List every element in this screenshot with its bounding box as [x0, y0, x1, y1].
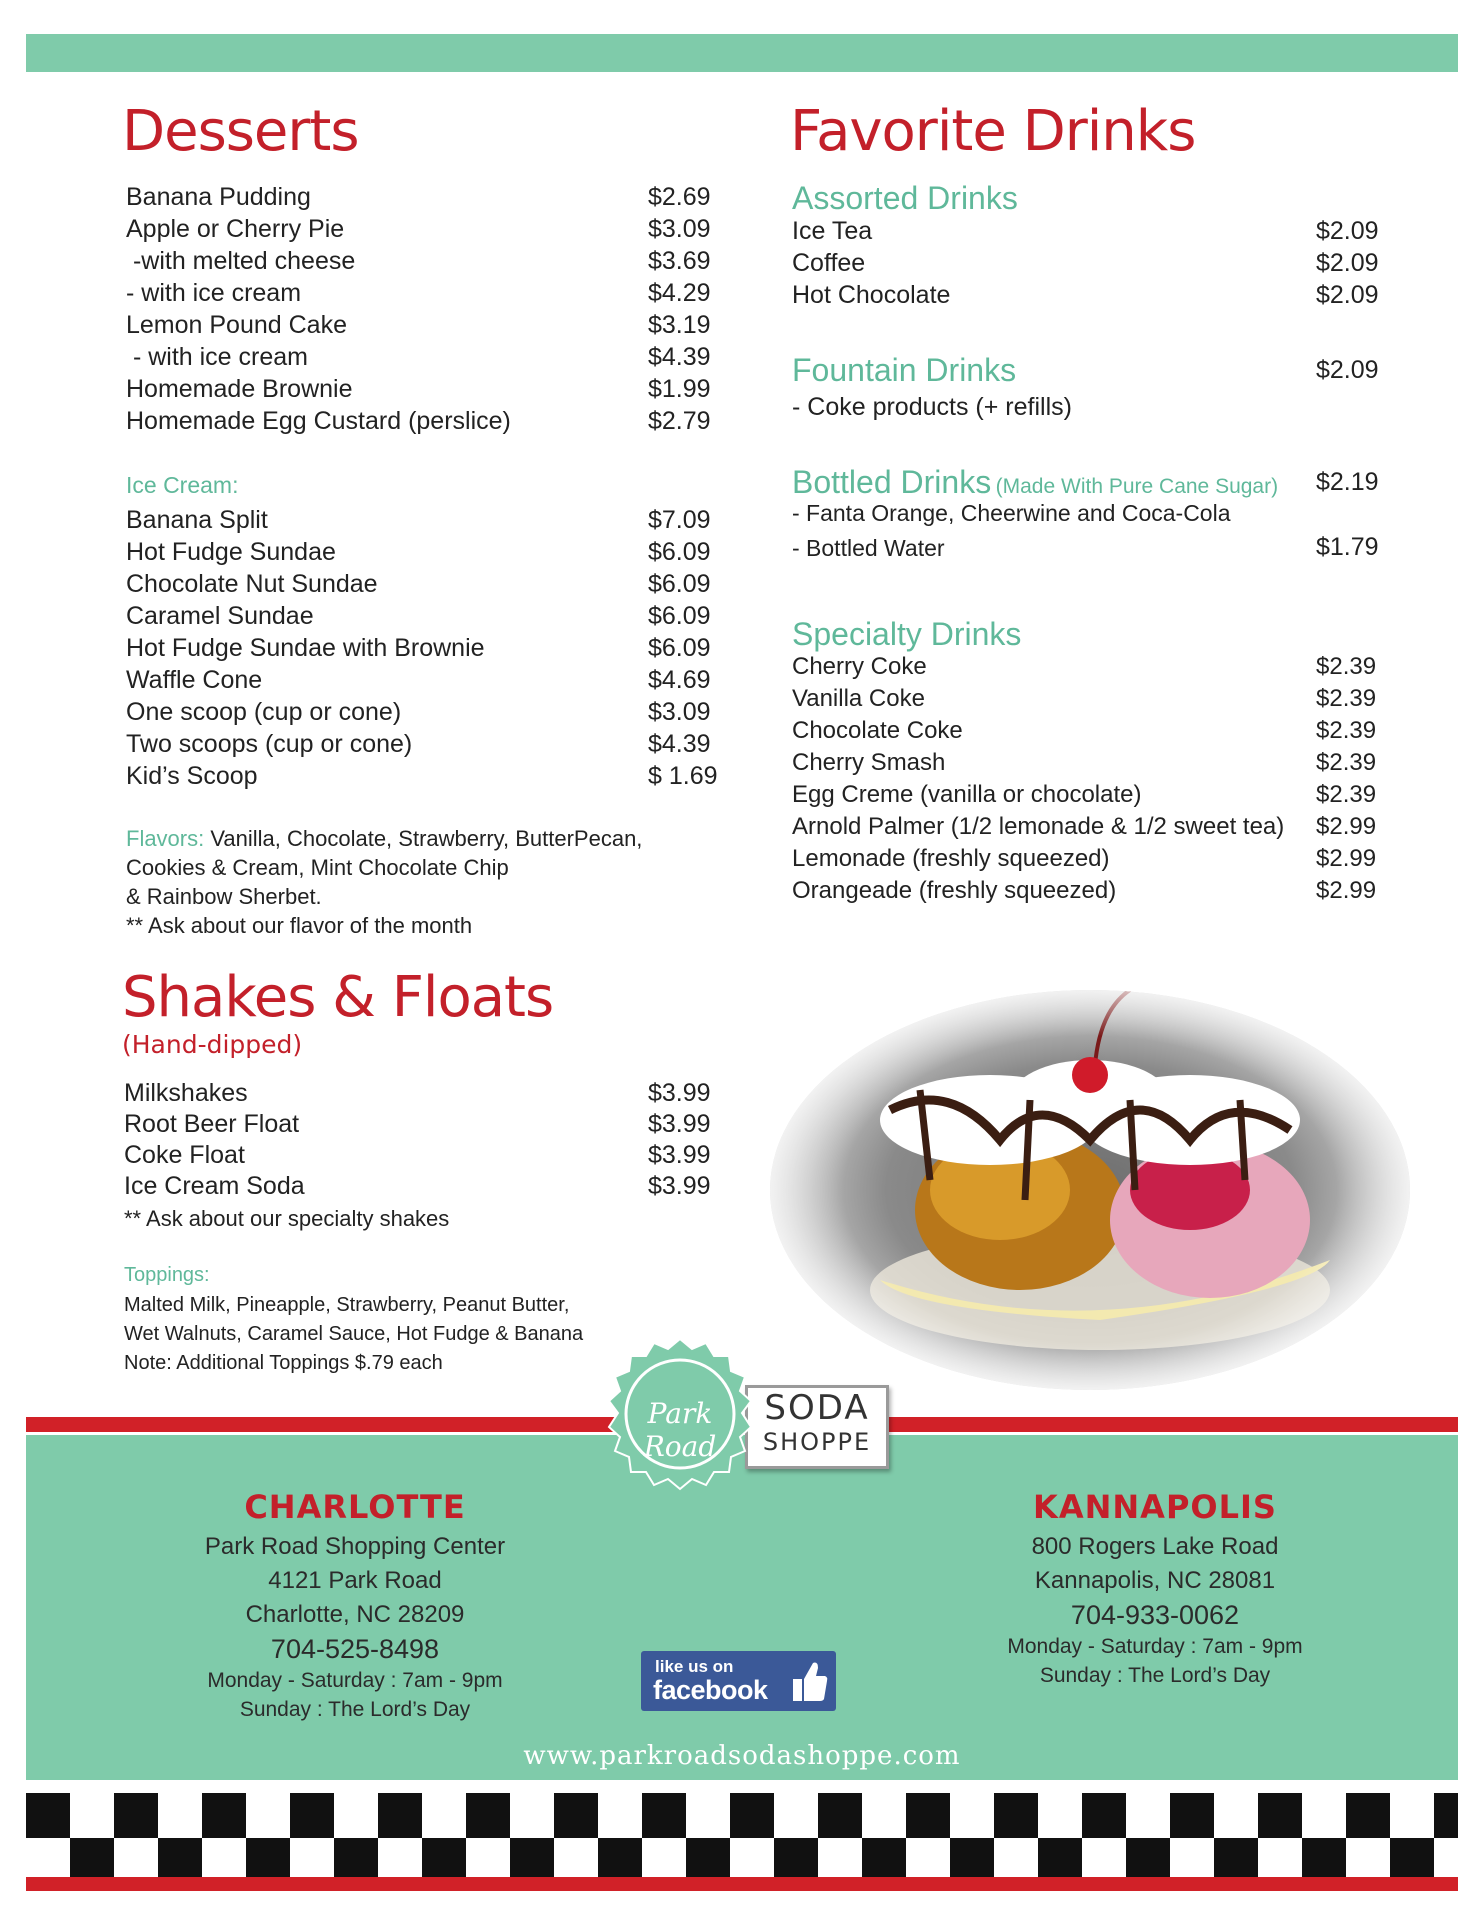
menu-item-name: Root Beer Float: [124, 1110, 300, 1138]
banana-split-illustration: [770, 990, 1410, 1390]
logo-park-road: Park Road: [643, 1397, 717, 1463]
menu-item-price: $7.09: [648, 506, 711, 534]
menu-item-name: Vanilla Coke: [792, 685, 925, 712]
toppings-line-3: Note: Additional Toppings $.79 each: [124, 1352, 443, 1374]
charlotte-title: CHARLOTTE: [244, 1488, 466, 1526]
menu-item: [126, 601, 711, 631]
menu-item-price: $4.39: [648, 730, 711, 758]
menu-item-price: $3.99: [648, 1079, 711, 1107]
shakes-title: Shakes & Floats: [122, 965, 554, 1030]
menu-item-name: -with melted cheese: [126, 247, 356, 275]
menu-item-price: $2.99: [1316, 877, 1377, 904]
bottled-heading-note: (Made With Pure Cane Sugar): [995, 475, 1279, 498]
menu-item-name: Two scoops (cup or cone): [126, 730, 413, 758]
flavors-line-3: & Rainbow Sherbet.: [126, 884, 322, 909]
menu-item-name: Lemonade (freshly squeezed): [792, 845, 1110, 872]
checker-square: [378, 1793, 422, 1838]
menu-item-price: $2.39: [1316, 717, 1377, 744]
kannapolis-hours-2: Sunday : The Lord’s Day: [1039, 1664, 1271, 1687]
menu-item-price: $6.09: [648, 570, 711, 598]
menu-item: [126, 310, 711, 340]
thumbs-up-icon: [791, 1659, 829, 1703]
menu-item-name: Coke Float: [124, 1141, 245, 1169]
menu-item-name: Cherry Coke: [792, 653, 927, 680]
bottled-heading-row: [792, 464, 1278, 501]
fountain-price: $2.09: [1316, 356, 1379, 384]
toppings-line-1: Malted Milk, Pineapple, Strawberry, Peanut Butter,: [124, 1294, 570, 1316]
menu-item-name: Arnold Palmer (1/2 lemonade & 1/2 sweet tea): [792, 813, 1285, 840]
menu-item-name: Waffle Cone: [126, 666, 263, 694]
bottom-red-line: [26, 1877, 1458, 1891]
menu-item-price: $3.99: [648, 1141, 711, 1169]
checker-square: [290, 1793, 334, 1838]
menu-item-name: Cherry Smash: [792, 749, 946, 776]
menu-item-name: Hot Chocolate: [792, 281, 951, 309]
bottled-heading: Bottled Drinks: [792, 464, 992, 500]
flavors-line-2: Cookies & Cream, Mint Chocolate Chip: [126, 855, 509, 880]
menu-item: [792, 684, 1377, 714]
menu-item: [126, 342, 711, 372]
checker-square: [906, 1793, 950, 1838]
menu-item-price: $2.09: [1316, 217, 1379, 245]
shakes-subtitle: (Hand-dipped): [122, 1030, 303, 1059]
menu-item: [124, 1140, 711, 1170]
menu-item: [124, 1078, 711, 1108]
menu-item-name: Hot Fudge Sundae: [126, 538, 336, 566]
menu-item-name: Coffee: [792, 249, 866, 277]
flavors-block: [126, 824, 686, 940]
menu-item-name: - with ice cream: [126, 343, 308, 371]
checker-square: [114, 1793, 158, 1838]
shop-logo: [600, 1335, 890, 1495]
menu-item-name: Banana Split: [126, 506, 268, 534]
charlotte-line-2: 4121 Park Road: [268, 1567, 442, 1594]
top-banner-stripe: [26, 34, 1458, 72]
menu-item: [792, 652, 1377, 682]
menu-item-price: $2.39: [1316, 685, 1377, 712]
checker-square: [730, 1793, 774, 1838]
assorted-heading: Assorted Drinks: [792, 180, 1018, 216]
menu-item-price: $ 1.69: [648, 762, 718, 790]
checkerboard-border: [26, 1793, 1458, 1883]
charlotte-line-3: Charlotte, NC 28209: [245, 1601, 465, 1628]
menu-item: [124, 1109, 711, 1139]
kannapolis-title: KANNAPOLIS: [1033, 1488, 1277, 1526]
menu-item: [126, 214, 711, 244]
menu-item-price: $6.09: [648, 602, 711, 630]
menu-item-price: $3.09: [648, 698, 711, 726]
menu-item: [126, 633, 711, 663]
fountain-detail: - Coke products (+ refills): [792, 393, 1072, 421]
checker-square: [818, 1793, 862, 1838]
menu-item-price: $2.39: [1316, 653, 1377, 680]
kannapolis-hours-1: Monday - Saturday : 7am - 9pm: [1007, 1635, 1303, 1658]
menu-item-price: $2.69: [648, 183, 711, 211]
checker-square: [1434, 1793, 1458, 1838]
menu-item-name: Kid’s Scoop: [126, 762, 258, 790]
flavors-line-1: Vanilla, Chocolate, Strawberry, ButterPecan,: [204, 826, 643, 851]
flavors-label: Flavors:: [126, 826, 205, 851]
charlotte-line-1: Park Road Shopping Center: [204, 1533, 506, 1560]
menu-item-price: $3.99: [648, 1172, 711, 1200]
menu-item: [126, 278, 711, 308]
menu-item-name: Homemade Brownie: [126, 375, 353, 403]
menu-item-price: $2.39: [1316, 749, 1377, 776]
bottled-detail: - Fanta Orange, Cheerwine and Coca-Cola: [792, 500, 1231, 526]
checker-square: [642, 1793, 686, 1838]
menu-item-price: $2.79: [648, 407, 711, 435]
checker-square: [26, 1793, 70, 1838]
menu-item-price: $1.99: [648, 375, 711, 403]
checker-square: [1258, 1793, 1302, 1838]
banana-split-photo: [770, 990, 1410, 1390]
menu-item: [126, 697, 711, 727]
charlotte-location: [180, 1488, 530, 1724]
logo-soda-box: [745, 1385, 889, 1469]
menu-item-name: One scoop (cup or cone): [126, 698, 402, 726]
toppings-line-2: Wet Walnuts, Caramel Sauce, Hot Fudge & Banana: [124, 1323, 584, 1345]
menu-item: [792, 248, 1379, 278]
menu-item-name: Apple or Cherry Pie: [126, 215, 345, 243]
checker-square: [202, 1793, 246, 1838]
checker-square: [1170, 1793, 1214, 1838]
menu-item-price: $4.69: [648, 666, 711, 694]
menu-item-name: - with ice cream: [126, 279, 302, 307]
menu-item: [126, 406, 711, 436]
bottled-water: - Bottled Water: [792, 535, 945, 561]
menu-item: [126, 246, 711, 276]
menu-item: [124, 1171, 711, 1201]
menu-item: [126, 665, 711, 695]
checker-square: [1082, 1793, 1126, 1838]
kannapolis-line-2: Kannapolis, NC 28081: [1034, 1567, 1276, 1594]
toppings-block: [124, 1291, 583, 1378]
menu-item-name: Lemon Pound Cake: [126, 311, 347, 339]
menu-item-price: $6.09: [648, 634, 711, 662]
menu-item-price: $2.09: [1316, 281, 1379, 309]
desserts-title: Desserts: [122, 99, 359, 164]
fountain-heading: Fountain Drinks: [792, 352, 1017, 388]
menu-item: [792, 280, 1379, 310]
menu-item: [792, 748, 1377, 778]
website-link[interactable]: www.parkroadsodashoppe.com: [523, 1741, 961, 1771]
specialty-heading: Specialty Drinks: [792, 616, 1022, 652]
charlotte-hours-2: Sunday : The Lord’s Day: [239, 1698, 471, 1721]
menu-item-price: $2.39: [1316, 781, 1377, 808]
checker-square: [466, 1793, 510, 1838]
logo-shoppe: SHOPPE: [762, 1428, 872, 1456]
menu-item-price: $2.99: [1316, 813, 1377, 840]
kannapolis-phone[interactable]: 704-933-0062: [1070, 1600, 1240, 1630]
menu-item: [126, 569, 711, 599]
checker-square: [994, 1793, 1038, 1838]
menu-item: [792, 812, 1377, 842]
menu-item-name: Ice Cream Soda: [124, 1172, 305, 1200]
menu-item: [126, 374, 711, 404]
menu-item-price: $3.99: [648, 1110, 711, 1138]
menu-item: [792, 780, 1377, 810]
menu-item-name: Hot Fudge Sundae with Brownie: [126, 634, 485, 662]
flavors-note: ** Ask about our flavor of the month: [126, 913, 473, 938]
menu-item-price: $3.69: [648, 247, 711, 275]
menu-item-name: Chocolate Coke: [792, 717, 963, 744]
bottled-water-price: $1.79: [1316, 533, 1379, 561]
menu-item: [126, 505, 711, 535]
menu-item: [792, 844, 1377, 874]
menu-item-name: Homemade Egg Custard (perslice): [126, 407, 511, 435]
menu-item-name: Egg Creme (vanilla or chocolate): [792, 781, 1142, 808]
charlotte-hours-1: Monday - Saturday : 7am - 9pm: [207, 1669, 503, 1692]
kannapolis-location: [980, 1488, 1330, 1690]
menu-item-name: Chocolate Nut Sundae: [126, 570, 378, 598]
logo-soda: SODA: [764, 1388, 870, 1428]
bottled-price: $2.19: [1316, 468, 1379, 496]
shakes-note: ** Ask about our specialty shakes: [124, 1206, 450, 1231]
toppings-label: Toppings:: [124, 1264, 210, 1286]
menu-item-name: Milkshakes: [124, 1079, 248, 1107]
facebook-like-button[interactable]: [641, 1651, 836, 1711]
drinks-title: Favorite Drinks: [790, 99, 1196, 164]
charlotte-phone[interactable]: 704-525-8498: [270, 1634, 440, 1664]
menu-item-price: $4.39: [648, 343, 711, 371]
menu-item-price: $2.99: [1316, 845, 1377, 872]
menu-item-name: Caramel Sundae: [126, 602, 314, 630]
menu-item-price: $2.09: [1316, 249, 1379, 277]
kannapolis-line-1: 800 Rogers Lake Road: [1031, 1533, 1279, 1560]
menu-item: [792, 716, 1377, 746]
checker-square: [554, 1793, 598, 1838]
menu-item: [792, 216, 1379, 246]
menu-item-name: Ice Tea: [792, 217, 873, 245]
ice-cream-heading: Ice Cream:: [126, 472, 239, 498]
menu-item: [126, 729, 711, 759]
facebook-line-2: facebook: [653, 1675, 768, 1705]
menu-item: [126, 182, 711, 212]
menu-item-price: $3.09: [648, 215, 711, 243]
menu-item-price: $6.09: [648, 538, 711, 566]
menu-item-name: Orangeade (freshly squeezed): [792, 877, 1117, 904]
menu-item-name: Banana Pudding: [126, 183, 311, 211]
menu-item-price: $4.29: [648, 279, 711, 307]
menu-item: [126, 761, 718, 791]
checker-square: [1346, 1793, 1390, 1838]
menu-item: [792, 876, 1377, 906]
menu-item-price: $3.19: [648, 311, 711, 339]
facebook-line-1: like us on: [655, 1657, 734, 1676]
menu-item: [126, 537, 711, 567]
